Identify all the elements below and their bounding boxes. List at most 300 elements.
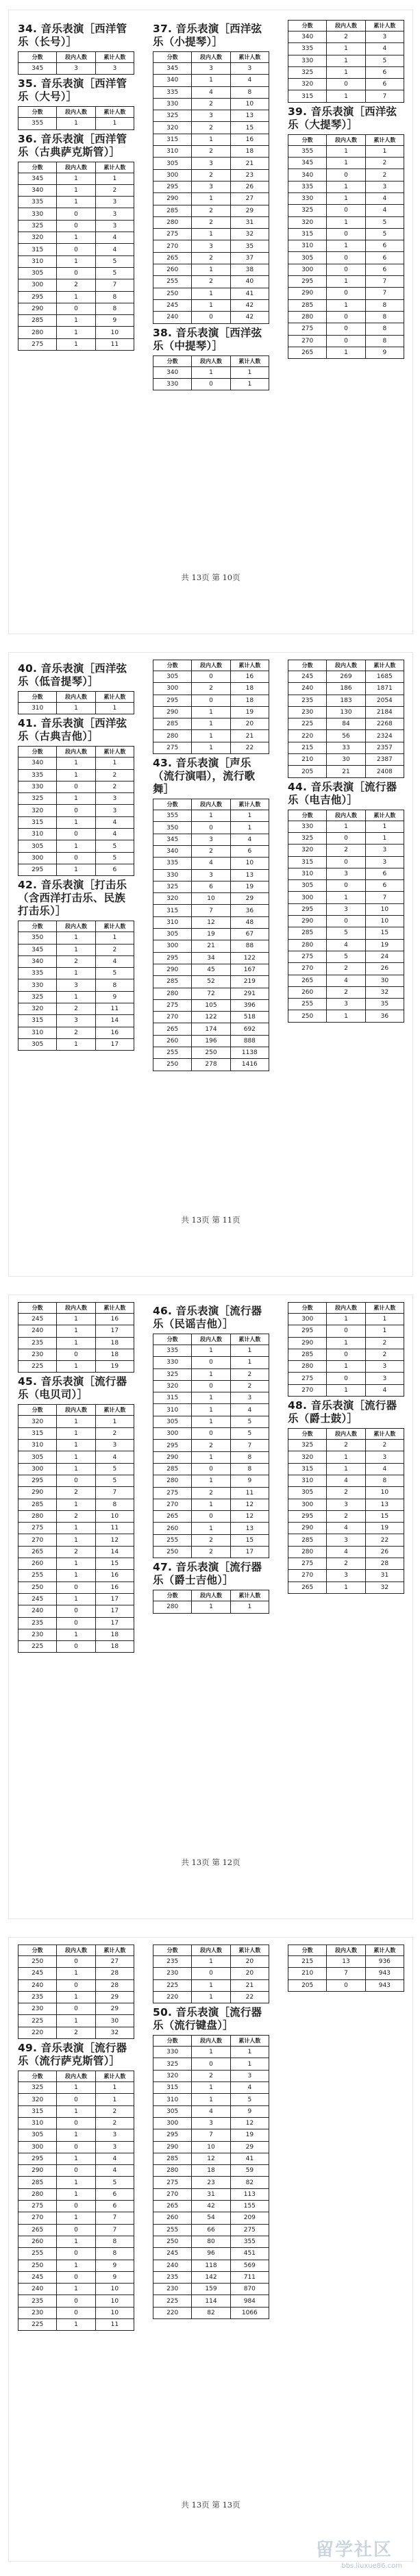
section-title: 35. 音乐表演［西洋管乐（大号）］: [18, 77, 127, 103]
table-cell: 280: [153, 1601, 192, 1613]
table-cell: 1: [327, 145, 365, 157]
table-row: [153, 2177, 269, 2188]
table-row: [18, 968, 134, 979]
table-cell: 2: [230, 1380, 269, 1392]
table-row: [153, 2047, 269, 2058]
table-cell: 18: [230, 695, 269, 706]
table-header-cell: 累计人数: [95, 1405, 134, 1416]
table-cell: 56: [327, 730, 365, 742]
table-row: [18, 991, 134, 1003]
table-row: [18, 1325, 134, 1337]
table-header-cell: 段内人数: [327, 1303, 365, 1314]
table-cell: 305: [18, 2129, 57, 2141]
table-cell: 1: [57, 1325, 95, 1337]
table-header-cell: 段内人数: [57, 1945, 95, 1956]
table-cell: 3: [327, 1499, 365, 1510]
table-cell: 10: [365, 903, 404, 915]
table-cell: 17: [95, 1038, 134, 1050]
table-cell: 4: [327, 1546, 365, 1558]
table-cell: 219: [230, 976, 269, 988]
table-cell: 340: [18, 758, 57, 769]
table-cell: 275: [153, 742, 192, 753]
table-header-cell: 分数: [153, 1945, 192, 1956]
table-row: [153, 2094, 269, 2105]
table-header-cell: 累计人数: [230, 1945, 269, 1956]
score-table: [288, 1944, 404, 1992]
table-cell: 320: [18, 805, 57, 816]
table-row: [288, 32, 404, 43]
table-cell: 285: [153, 205, 192, 216]
table-header-cell: 段内人数: [57, 162, 95, 173]
table-row: [153, 2284, 269, 2295]
table-cell: 7: [365, 90, 404, 102]
table-row: [18, 1027, 134, 1038]
table-cell: 1: [57, 2129, 95, 2141]
table-cell: 295: [288, 276, 327, 288]
table-row: [153, 1601, 269, 1613]
table-row: [288, 1558, 404, 1570]
table-header-cell: 段内人数: [327, 21, 365, 32]
table-row: [18, 781, 134, 792]
table-row: [153, 976, 269, 988]
table-cell: 250: [153, 2236, 192, 2247]
table-cell: 205: [288, 1979, 327, 1991]
table-cell: 2: [57, 955, 95, 967]
table-cell: 3: [192, 240, 230, 252]
table-cell: 21: [230, 730, 269, 742]
table-cell: 23: [192, 2177, 230, 2188]
table-cell: 300: [153, 1428, 192, 1440]
table-cell: 22: [365, 1534, 404, 1546]
table-cell: 114: [192, 2295, 230, 2307]
table-cell: 88: [230, 940, 269, 952]
score-table: [18, 106, 134, 129]
table-row: [18, 2295, 134, 2307]
section-title: 42. 音乐表演［打击乐（含西洋打击乐、民族打击乐）］: [18, 879, 127, 918]
table-cell: 330: [153, 1357, 192, 1368]
table-cell: 250: [153, 1547, 192, 1558]
table-cell: 1: [57, 2236, 95, 2247]
table-cell: 290: [18, 1487, 57, 1499]
table-cell: 48: [230, 916, 269, 928]
table-cell: 325: [153, 881, 192, 892]
table-cell: 335: [153, 86, 192, 98]
table-cell: 16: [95, 1570, 134, 1581]
table-cell: 26: [365, 963, 404, 975]
table-cell: 32: [365, 1581, 404, 1593]
table-cell: 5: [327, 951, 365, 962]
table-cell: 18: [95, 1629, 134, 1640]
table-cell: 16: [95, 1027, 134, 1038]
page-column: [153, 1944, 269, 2319]
page-column: [153, 20, 269, 390]
table-cell: 260: [153, 1035, 192, 1047]
table-cell: 270: [153, 2188, 192, 2200]
table-row: [153, 2248, 269, 2260]
table-cell: 210: [288, 1968, 327, 1979]
table-row: [153, 2105, 269, 2117]
table-cell: 335: [288, 43, 327, 55]
table-cell: 0: [57, 1605, 95, 1617]
table-row: [18, 1570, 134, 1581]
table-cell: 3: [365, 181, 404, 192]
table-row: [18, 1979, 134, 1991]
table-cell: 285: [288, 1349, 327, 1360]
table-cell: 0: [57, 303, 95, 314]
table-row: [153, 193, 269, 205]
table-cell: 18: [192, 2165, 230, 2177]
table-cell: 220: [18, 2027, 57, 2038]
table-cell: 3: [327, 999, 365, 1010]
table-cell: 0: [192, 1463, 230, 1475]
table-row: [153, 671, 269, 683]
table-cell: 0: [327, 335, 365, 347]
table-cell: 21: [327, 766, 365, 777]
table-cell: 325: [153, 2058, 192, 2070]
table-cell: 451: [230, 2248, 269, 2260]
table-row: [18, 1558, 134, 1570]
table-cell: 295: [153, 181, 192, 192]
table-cell: 1: [192, 366, 230, 378]
table-cell: 12: [230, 1511, 269, 1523]
table-cell: 84: [327, 718, 365, 730]
table-cell: 295: [18, 2153, 57, 2164]
table-cell: 220: [153, 2307, 192, 2318]
table-cell: 300: [288, 1499, 327, 1510]
table-cell: 300: [153, 169, 192, 181]
table-header-cell: 累计人数: [365, 1303, 404, 1314]
table-cell: 1: [192, 2082, 230, 2094]
table-cell: 230: [18, 1629, 57, 1640]
table-row: [288, 951, 404, 962]
table-row: [153, 169, 269, 181]
table-cell: 0: [57, 2307, 95, 2318]
table-cell: 1: [57, 1038, 95, 1050]
section-title: 39. 音乐表演［西洋弦乐（大提琴）］: [288, 105, 397, 131]
table-cell: 1: [327, 55, 365, 66]
table-cell: 1: [327, 1581, 365, 1593]
table-row: [153, 229, 269, 240]
table-cell: 1: [57, 1416, 95, 1427]
table-cell: 2: [192, 205, 230, 216]
table-cell: 1: [57, 1314, 95, 1325]
table-cell: 1: [327, 892, 365, 903]
table-row: [288, 1373, 404, 1384]
table-cell: 3: [327, 1570, 365, 1581]
table-cell: 1: [365, 1314, 404, 1325]
table-cell: 8: [230, 86, 269, 98]
table-cell: 1: [365, 821, 404, 832]
table-header-cell: 分数: [153, 355, 192, 366]
table-cell: 28: [365, 1558, 404, 1570]
table-cell: 9: [95, 2260, 134, 2271]
table-cell: 280: [18, 327, 57, 338]
table-cell: 0: [57, 1349, 95, 1360]
table-row: [288, 1510, 404, 1522]
table-cell: 345: [18, 63, 57, 75]
table-cell: 7: [327, 1968, 365, 1979]
table-cell: 295: [288, 1510, 327, 1522]
table-row: [288, 43, 404, 55]
table-cell: 870: [230, 2284, 269, 2295]
table-row: [288, 1314, 404, 1325]
table-cell: 4: [95, 1451, 134, 1463]
table-cell: 1: [230, 810, 269, 822]
table-header-cell: 累计人数: [365, 810, 404, 821]
table-row: [18, 2212, 134, 2224]
table-cell: 240: [18, 1325, 57, 1337]
table-cell: 15: [365, 927, 404, 939]
table-row: [288, 1534, 404, 1546]
table-cell: 280: [288, 939, 327, 951]
table-cell: 80: [192, 2236, 230, 2247]
table-row: [18, 303, 134, 314]
table-cell: 2324: [365, 730, 404, 742]
table-row: [18, 840, 134, 852]
table-cell: 3: [95, 197, 134, 208]
table-cell: 310: [153, 1404, 192, 1416]
table-cell: 2357: [365, 742, 404, 753]
table-cell: 300: [18, 2141, 57, 2153]
table-cell: 1: [95, 703, 134, 714]
table-row: [153, 2224, 269, 2236]
table-cell: 330: [153, 378, 192, 390]
table-header-cell: 分数: [153, 2036, 192, 2047]
table-cell: 3: [230, 63, 269, 75]
table-cell: 1: [57, 1534, 95, 1546]
table-header-cell: 分数: [18, 52, 57, 63]
table-row: [153, 1487, 269, 1499]
table-row: [18, 852, 134, 864]
table-cell: 2: [95, 944, 134, 955]
table-cell: 2: [365, 158, 404, 169]
table-row: [153, 264, 269, 276]
table-header-cell: 累计人数: [95, 52, 134, 63]
table-row: [18, 1451, 134, 1463]
section-title: 34. 音乐表演［西洋管乐（长号）］: [18, 23, 127, 48]
table-row: [288, 671, 404, 683]
table-cell: 5: [95, 968, 134, 979]
table-cell: 270: [153, 1499, 192, 1510]
table-cell: 280: [18, 2188, 57, 2200]
table-cell: 3: [230, 2070, 269, 2081]
table-cell: 315: [18, 244, 57, 255]
table-cell: 4: [327, 1475, 365, 1486]
table-cell: 4: [192, 2105, 230, 2117]
table-cell: 255: [153, 2224, 192, 2236]
table-cell: 325: [18, 2082, 57, 2094]
table-row: [18, 2236, 134, 2247]
table-row: [288, 264, 404, 275]
table-cell: 4: [365, 1463, 404, 1475]
table-cell: 290: [288, 916, 327, 927]
table-cell: 1: [327, 299, 365, 311]
table-cell: 1: [57, 769, 95, 781]
table-cell: 290: [153, 2141, 192, 2153]
table-cell: 1: [57, 1593, 95, 1605]
table-cell: 28: [95, 1979, 134, 1991]
table-cell: 290: [153, 1451, 192, 1463]
table-cell: 4: [230, 2082, 269, 2094]
table-cell: 315: [153, 1392, 192, 1404]
table-header-cell: 累计人数: [95, 2071, 134, 2082]
table-cell: 29: [95, 1991, 134, 2003]
table-cell: 9: [365, 347, 404, 358]
table-cell: 5: [95, 852, 134, 864]
table-row: [153, 718, 269, 730]
table-cell: 3: [365, 32, 404, 43]
table-header-cell: 段内人数: [327, 1945, 365, 1956]
table-row: [153, 1475, 269, 1487]
table-row: [288, 252, 404, 264]
table-cell: 1: [57, 2105, 95, 2117]
table-header-cell: 累计人数: [365, 660, 404, 671]
table-row: [18, 2319, 134, 2331]
table-header-cell: 累计人数: [230, 1334, 269, 1345]
table-cell: 13: [327, 1956, 365, 1968]
table-row: [153, 1357, 269, 1368]
table-row: [18, 1440, 134, 1451]
table-cell: 13: [365, 1499, 404, 1510]
table-cell: 35: [230, 240, 269, 252]
table-cell: 0: [57, 2094, 95, 2105]
table-row: [288, 730, 404, 742]
document-page: [8, 1937, 413, 2562]
table-cell: 310: [18, 2117, 57, 2129]
table-row: [288, 299, 404, 311]
table-cell: 174: [192, 1023, 230, 1035]
table-cell: 275: [18, 338, 57, 350]
table-cell: 21: [230, 158, 269, 169]
table-row: [153, 1440, 269, 1451]
table-cell: 3: [192, 110, 230, 122]
table-cell: 1: [57, 1558, 95, 1570]
table-cell: 1: [192, 1451, 230, 1463]
table-cell: 270: [18, 1534, 57, 1546]
table-cell: 0: [327, 1349, 365, 1360]
table-cell: 0: [57, 781, 95, 792]
table-cell: 4: [95, 955, 134, 967]
table-row: [153, 1023, 269, 1035]
table-row: [288, 288, 404, 299]
table-cell: 4: [365, 205, 404, 216]
table-cell: 12: [95, 1534, 134, 1546]
table-cell: 265: [153, 2201, 192, 2212]
table-row: [18, 1510, 134, 1522]
table-row: [153, 2141, 269, 2153]
table-row: [288, 903, 404, 915]
table-header-cell: 段内人数: [192, 52, 230, 63]
table-cell: 325: [288, 66, 327, 78]
table-cell: 10: [365, 916, 404, 927]
page-column: [153, 660, 269, 1071]
table-cell: 23: [230, 169, 269, 181]
table-cell: 1: [57, 864, 95, 875]
table-cell: 310: [288, 868, 327, 879]
table-cell: 1: [192, 229, 230, 240]
section-title: 50. 音乐表演［流行器乐（流行键盘）］: [153, 2006, 262, 2032]
table-row: [153, 216, 269, 228]
section-title: 49. 音乐表演［流行器乐（流行萨克斯管）］: [18, 2042, 127, 2068]
table-row: [153, 858, 269, 869]
table-cell: 300: [18, 852, 57, 864]
table-cell: 82: [230, 2177, 269, 2188]
table-header-cell: 分数: [288, 21, 327, 32]
section-title: 38. 音乐表演［西洋弦乐（中提琴）］: [153, 326, 262, 352]
table-cell: 285: [18, 2177, 57, 2188]
table-cell: 14: [95, 1015, 134, 1027]
table-header-cell: 分数: [18, 1303, 57, 1314]
document-page: [8, 652, 413, 1277]
table-cell: 315: [18, 1427, 57, 1439]
table-row: [153, 1392, 269, 1404]
table-cell: 3: [192, 63, 230, 75]
table-cell: 275: [153, 1487, 192, 1499]
table-cell: 350: [18, 932, 57, 944]
table-header-cell: 段内人数: [57, 692, 95, 703]
table-cell: 270: [18, 2212, 57, 2224]
table-row: [18, 1416, 134, 1427]
table-cell: 29: [230, 893, 269, 905]
table-cell: 3: [192, 181, 230, 192]
table-cell: 4: [95, 829, 134, 840]
table-row: [288, 145, 404, 157]
table-cell: 265: [153, 252, 192, 264]
table-cell: 1: [230, 366, 269, 378]
table-cell: 305: [153, 929, 192, 940]
table-cell: 11: [230, 1487, 269, 1499]
table-cell: 130: [327, 706, 365, 718]
table-row: [153, 2070, 269, 2081]
table-cell: 240: [288, 683, 327, 695]
table-cell: 8: [365, 1475, 404, 1486]
table-cell: 270: [288, 335, 327, 347]
table-header-cell: 累计人数: [95, 1945, 134, 1956]
table-cell: 4: [230, 1404, 269, 1416]
table-row: [288, 1325, 404, 1337]
table-cell: 7: [192, 905, 230, 916]
table-cell: 1: [327, 192, 365, 204]
table-cell: 225: [153, 2295, 192, 2307]
table-cell: 8: [230, 1463, 269, 1475]
table-cell: 250: [18, 2260, 57, 2271]
table-cell: 12: [230, 1499, 269, 1510]
table-cell: 1: [192, 742, 230, 753]
table-cell: 0: [57, 1617, 95, 1629]
table-row: [18, 232, 134, 244]
table-cell: 275: [288, 1373, 327, 1384]
table-cell: 18: [95, 1641, 134, 1653]
table-cell: 2: [327, 845, 365, 856]
table-cell: 6: [365, 66, 404, 78]
table-cell: 3: [365, 1373, 404, 1384]
table-cell: 225: [18, 2015, 57, 2027]
table-row: [18, 2307, 134, 2318]
table-cell: 2: [57, 279, 95, 291]
table-cell: 0: [192, 1428, 230, 1440]
table-cell: 0: [57, 244, 95, 255]
table-cell: 8: [95, 291, 134, 303]
table-cell: 340: [153, 75, 192, 86]
table-cell: 9: [95, 2271, 134, 2283]
table-cell: 1: [57, 173, 95, 184]
table-cell: 19: [365, 939, 404, 951]
table-row: [288, 1523, 404, 1534]
table-cell: 16: [95, 1314, 134, 1325]
table-cell: 295: [288, 903, 327, 915]
table-cell: 275: [288, 1558, 327, 1570]
table-row: [288, 986, 404, 998]
